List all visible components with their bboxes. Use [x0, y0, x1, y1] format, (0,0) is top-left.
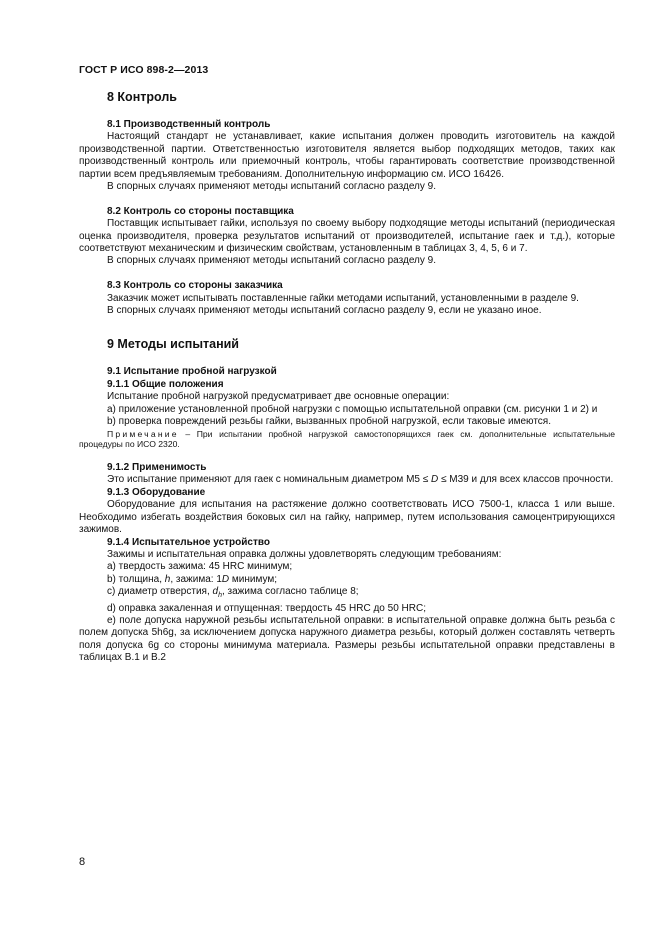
note-label: Примечание	[107, 428, 179, 439]
section-9-1-1-item-b: b) проверка повреждений резьбы гайки, вызванных пробной нагрузкой, если таковые имеются.	[107, 416, 551, 428]
section-8-3-title: 8.3 Контроль со стороны заказчика	[107, 280, 283, 292]
page-number: 8	[79, 856, 86, 868]
variable-h: h	[164, 573, 171, 585]
section-9-1-3-title: 9.1.3 Оборудование	[107, 486, 206, 498]
section-9-1-2-paragraph	[79, 474, 615, 486]
section-8-1-title: 8.1 Производственный контроль	[107, 119, 271, 130]
note-text: – При испытании пробной нагрузкой самостопорящихся гаек см. дополнительные испытательные процедуры по ИСО 2320.	[79, 428, 615, 450]
document-header: ГОСТ Р ИСО 898-2—2013	[79, 64, 209, 76]
variable-subscript: h	[218, 592, 222, 600]
variable-d: D	[431, 474, 439, 486]
text-run: Это испытание применяют для гаек с номинальным диаметром М5 ≤	[107, 474, 431, 486]
text-run: минимум;	[229, 573, 278, 585]
section-8-3-paragraph: Заказчик может испытывать поставленные гайки методами испытаний, установленными в разделе 9.	[107, 292, 579, 304]
text-run: ≤ М39 и для всех классов прочности.	[438, 474, 614, 486]
section-9-1-4-item-c	[79, 586, 615, 602]
section-9-1-4-item-b	[79, 574, 615, 586]
text-run: , зажима: 1	[170, 573, 222, 585]
section-9-1-1-title: 9.1.1 Общие положения	[107, 378, 224, 390]
section-8-2-paragraph: Поставщик испытывает гайки, используя по своему выбору подходящие методы испытаний (периодическая оценка производителя, проверка результатов испытаний от производителей, испытание гаек и т.д.), которые соответствуют механическим и физическим свойствам, установленным в таблицах 3, 4, 5, 6 и 7.	[79, 218, 615, 255]
section-8-1-dispute: В спорных случаях применяют методы испытаний согласно разделу 9.	[107, 181, 437, 193]
text-run: , зажима согласно таблице 8;	[221, 586, 359, 598]
section-9-1-4-paragraph: Зажимы и испытательная оправка должны удовлетворять следующим требованиям:	[107, 548, 502, 560]
section-8-3-dispute: В спорных случаях применяют методы испытаний согласно разделу 9, если не указано иное.	[107, 305, 542, 317]
section-8-1-paragraph: Настоящий стандарт не устанавливает, какие испытания должен проводить изготовитель на каждой производственной партии. Ответственностью изготовителя является выбор подходящих методов, таких как производственный контроль или приемочный контроль, чтобы гарантировать соответствие производственной партии всем предъявляемым требованиям. Дополнительную информацию см. ИСО 16426.	[79, 131, 615, 180]
text-run: b) толщина,	[107, 573, 165, 585]
section-9-1-4-title: 9.1.4 Испытательное устройство	[107, 536, 270, 548]
page-content	[79, 88, 615, 665]
section-9-1-title: 9.1 Испытание пробной нагрузкой	[107, 366, 277, 378]
section-9-title: 9 Методы испытаний	[107, 337, 239, 352]
section-9-1-4-item-e: е) поле допуска наружной резьбы испытательной оправки: в испытательной оправке должна быть резьба с полем допуска 5h6g, за исключением допуска наружного диаметра резьбы, который должен составлять четверть поля допуска 6g со стороны минимума материала. Размеры резьбы испытательной оправки представлены в таблицах В.1 и В.2	[79, 614, 615, 664]
section-9-1-1-note	[79, 429, 615, 450]
section-9-1-2-title: 9.1.2 Применимость	[107, 462, 207, 474]
section-9-1-4-item-d: d) оправка закаленная и отпущенная: твердость 45 HRC до 50 HRC;	[107, 602, 426, 614]
section-9-1-1-paragraph: Испытание пробной нагрузкой предусматривает две основные операции:	[107, 391, 450, 403]
section-8-2-title: 8.2 Контроль со стороны поставщика	[107, 205, 294, 217]
section-8-title: 8 Контроль	[107, 90, 177, 104]
section-8-2-dispute: В спорных случаях применяют методы испытаний согласно разделу 9.	[107, 255, 437, 267]
section-9-1-1-item-a: а) приложение установленной пробной нагрузки с помощью испытательной оправки (см. рисунки 1 и 2) и	[107, 403, 598, 415]
variable-dh: d	[212, 586, 219, 598]
section-9-1-4-item-a: а) твердость зажима: 45 HRC минимум;	[107, 561, 293, 573]
variable-d: D	[221, 573, 230, 585]
text-run: c) диаметр отверстия,	[107, 586, 213, 598]
section-9-1-3-paragraph: Оборудование для испытания на растяжение должно соответствовать ИСО 7500-1, класса 1 или выше. Необходимо избегать воздействия боковых сил на гайку, например, путем использования самоцентрирующихся зажимов.	[79, 499, 615, 536]
